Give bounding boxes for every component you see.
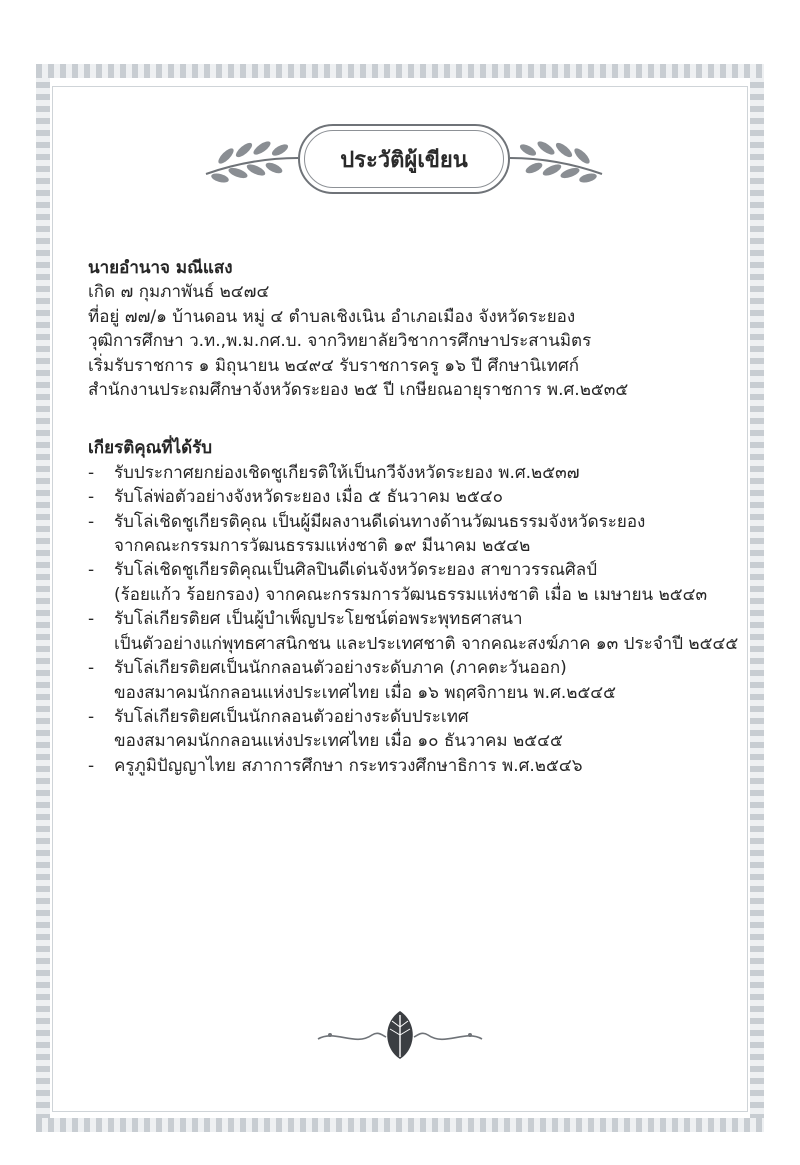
author-name: นายอำนาจ มณีแสง <box>88 258 233 278</box>
career-line: เริ่มรับราชการ ๑ มิถุนายน ๒๔๙๔ รับราชการครู ๑๖ ปี ศึกษานิเทศก์ <box>88 355 580 376</box>
page-title: ประวัติผู้เขียน <box>340 147 468 173</box>
honor-item <box>88 754 718 778</box>
honor-text-continued: จากคณะกรรมการวัฒนธรรมแห่งชาติ ๑๙ มีนาคม ๒๕๔๒ <box>114 536 531 557</box>
honor-item <box>88 656 718 705</box>
honor-text-continued: ของสมาคมนักกลอนแห่งประเทศไทย เมื่อ ๑๐ ธันวาคม ๒๕๔๕ <box>114 731 563 752</box>
address-line: ที่อยู่ ๗๗/๑ บ้านดอน หมู่ ๔ ตำบลเชิงเนิน อำเภอเมือง จังหวัดระยอง <box>88 306 576 327</box>
bullet-dash: - <box>88 462 95 483</box>
bullet-dash: - <box>88 755 95 776</box>
honor-text: รับโล่พ่อตัวอย่างจังหวัดระยอง เมื่อ ๕ ธันวาคม ๒๕๔๐ <box>114 487 503 508</box>
honor-text: รับโล่เชิดชูเกียรติคุณเป็นศิลปินดีเด่นจังหวัดระยอง สาขาวรรณศิลป์ <box>114 560 597 581</box>
honor-item <box>88 607 739 656</box>
bullet-dash: - <box>88 609 95 630</box>
honor-text: รับโล่เกียรติยศเป็นนักกลอนตัวอย่างระดับภาค (ภาคตะวันออก) <box>114 658 567 679</box>
honor-text: รับโล่เชิดชูเกียรติคุณ เป็นผู้มีผลงานดีเด่นทางด้านวัฒนธรรมจังหวัดระยอง <box>114 511 646 532</box>
honor-item <box>88 705 718 754</box>
bodhi-leaf-icon <box>310 1005 490 1065</box>
honor-item <box>88 485 718 509</box>
honor-text: รับโล่เกียรติยศ เป็นผู้บำเพ็ญประโยชน์ต่อพระพุทธศาสนา <box>114 609 523 630</box>
bullet-dash: - <box>88 487 95 508</box>
honor-item <box>88 461 718 485</box>
career-line-2: สำนักงานประถมศึกษาจังหวัดระยอง ๒๕ ปี เกษียณอายุราชการ พ.ศ.๒๕๓๕ <box>88 380 629 401</box>
bullet-dash: - <box>88 658 95 679</box>
honor-text: รับประกาศยกย่องเชิดชูเกียรติให้เป็นกวีจังหวัดระยอง พ.ศ.๒๕๓๗ <box>114 462 580 483</box>
honors-heading: เกียรติคุณที่ได้รับ <box>88 438 213 459</box>
education-line: วุฒิการศึกษา ว.ท.,พ.ม.กศ.บ. จากวิทยาลัยวิชาการศึกษาประสานมิตร <box>88 331 592 352</box>
honor-text: ครูภูมิปัญญาไทย สภาการศึกษา กระทรวงศึกษาธิการ พ.ศ.๒๕๔๖ <box>114 755 583 776</box>
left-sprig-icon <box>200 128 300 188</box>
honor-text-continued: ของสมาคมนักกลอนแห่งประเทศไทย เมื่อ ๑๖ พฤศจิกายน พ.ศ.๒๕๔๕ <box>114 682 617 703</box>
honor-item <box>88 558 718 607</box>
honor-text: รับโล่เกียรติยศเป็นนักกลอนตัวอย่างระดับประเทศ <box>114 706 469 727</box>
honor-text-continued: เป็นตัวอย่างแก่พุทธศาสนิกชน และประเทศชาติ จากคณะสงฆ์ภาค ๑๓ ประจำปี ๒๕๔๕ <box>114 633 739 654</box>
bullet-dash: - <box>88 706 95 727</box>
birth-line: เกิด ๗ กุมภาพันธ์ ๒๔๗๔ <box>88 282 270 303</box>
bullet-dash: - <box>88 560 95 581</box>
honor-text-continued: (ร้อยแก้ว ร้อยกรอง) จากคณะกรรมการวัฒนธรรมแห่งชาติ เมื่อ ๒ เมษายน ๒๕๔๓ <box>114 584 708 605</box>
title-frame-inner <box>304 130 504 188</box>
right-sprig-icon <box>508 128 608 188</box>
bullet-dash: - <box>88 511 95 532</box>
biography-content <box>88 256 739 778</box>
honor-item <box>88 510 718 559</box>
